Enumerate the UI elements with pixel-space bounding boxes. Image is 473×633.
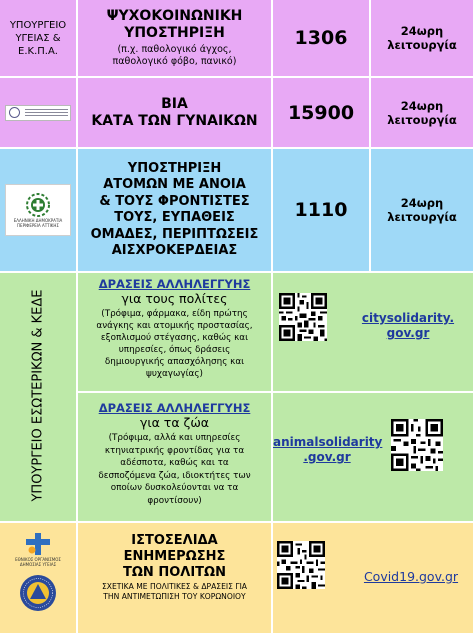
animals-desc-4: δεσποζόμενα ζώα, ιδιοκτήτες των xyxy=(98,470,251,481)
hotline-number-cell-3 xyxy=(273,149,369,271)
citizens-desc-3: εξοπλισμού στέγασης, καθώς και xyxy=(100,333,249,343)
qr-code-citysolidarity[interactable] xyxy=(279,293,327,341)
solidarity-animals-cell xyxy=(78,393,271,521)
animals-desc-1: (Τρόφιμα, αλλά και υπηρεσίες xyxy=(108,433,241,443)
hours-cell xyxy=(371,0,473,76)
dementia-title-5: ΟΜΑΔΕΣ, ΠΕΡΙΠΤΩΣΕΙΣ xyxy=(90,226,259,242)
ministry-interior-label: ΥΠΟΥΡΓΕΙΟ ΕΣΩΤΕΡΙΚΩΝ & ΚΕΔΕ xyxy=(30,289,46,502)
hotline-number-cell xyxy=(273,0,369,76)
hours-cell-2 xyxy=(371,78,473,147)
citysolidarity-link-1[interactable]: citysolidarity. xyxy=(361,311,455,325)
animalsolidarity-link-cell xyxy=(273,393,473,521)
hours-line-2: λειτουργία xyxy=(387,210,457,224)
violence-title-1: ΒΙΑ xyxy=(161,95,188,112)
logo-text-lines xyxy=(23,107,70,118)
hours-line-1: 24ωρη xyxy=(400,196,444,210)
eody-caption-2: ΔΗΜΟΣΙΑΣ ΥΓΕΙΑΣ xyxy=(19,562,57,567)
covid-link-cell xyxy=(273,523,473,633)
greek-emblem-icon xyxy=(25,192,51,218)
info-desc-2: ΤΗΝ ΑΝΤΙΜΕΤΩΠΙΣΗ ΤΟΥ ΚΟΡΩΝΟΙΟΥ xyxy=(103,592,246,601)
qr-code-covid19[interactable] xyxy=(277,541,325,589)
info-website-cell xyxy=(78,523,271,633)
ministry-line-2: ΥΓΕΙΑΣ & xyxy=(15,32,61,44)
psychosocial-subtitle-1: (π.χ. παθολογικό άγχος, xyxy=(117,44,232,55)
dementia-title-6: ΑΙΣΧΡΟΚΕΡΔΕΙΑΣ xyxy=(111,243,238,258)
hotline-number-1306: 1306 xyxy=(294,27,348,49)
animals-desc-5: οποίων δυσκολεύονται να τα xyxy=(110,483,239,493)
animals-desc-3: αδέσποτα, καθώς και τα xyxy=(120,458,229,468)
animalsolidarity-link-2[interactable]: .gov.gr xyxy=(303,450,351,464)
citysolidarity-link-cell xyxy=(273,273,473,391)
ministry-health-cell xyxy=(0,0,76,76)
attica-logo xyxy=(5,184,71,236)
ministry-interior-cell xyxy=(0,273,76,521)
citizens-desc-5: δημιουργικής απασχόλησης και xyxy=(104,357,245,367)
dementia-title-4: ΤΟΥΣ, ΕΥΠΑΘΕΙΣ xyxy=(114,210,235,225)
solidarity-citizens-title: ΔΡΑΣΕΙΣ ΑΛΛΗΛΕΓΓΥΗΣ xyxy=(98,277,251,291)
dementia-title-2: ΑΤΟΜΩΝ ΜΕ ΑΝΟΙΑ xyxy=(103,177,246,192)
psychosocial-title-2: ΥΠΟΣΤΗΡΙΞΗ xyxy=(124,25,225,41)
hours-cell-3 xyxy=(371,149,473,271)
info-title-2: ΕΝΗΜΕΡΩΣΗΣ xyxy=(123,549,226,564)
hotline-number-cell-2 xyxy=(273,78,369,147)
attica-caption-1: ΕΛΛΗΝΙΚΗ ΔΗΜΟΚΡΑΤΙΑ xyxy=(13,218,63,223)
attica-caption-2: ΠΕΡΙΦΕΡΕΙΑ ΑΤΤΙΚΗΣ xyxy=(17,223,59,228)
psychosocial-support-cell xyxy=(78,0,271,76)
dementia-title-1: ΥΠΟΣΤΗΡΙΞΗ xyxy=(127,160,222,176)
info-title-1: ΙΣΤΟΣΕΛΙΔΑ xyxy=(131,533,218,548)
gender-equality-logo-cell xyxy=(0,78,76,147)
ministry-line-1: ΥΠΟΥΡΓΕΙΟ xyxy=(9,19,67,31)
psychosocial-title-1: ΨΥΧΟΚΟΙΝΩΝΙΚΗ xyxy=(106,8,243,24)
violence-title-2: ΚΑΤΑ ΤΩΝ ΓΥΝΑΙΚΩΝ xyxy=(91,112,258,129)
eody-logo-cell xyxy=(0,523,76,633)
hours-line-1: 24ωρη xyxy=(400,24,444,38)
citizens-desc-6: ψυχαγωγίας) xyxy=(146,369,203,379)
solidarity-animals-title: ΔΡΑΣΕΙΣ ΑΛΛΗΛΕΓΓΥΗΣ xyxy=(98,401,251,415)
info-desc-1: ΣΧΕΤΙΚΑ ΜΕ ΠΟΛΙΤΙΚΕΣ & ΔΡΑΣΕΙΣ ΓΙΑ xyxy=(101,582,248,591)
civil-protection-seal-icon xyxy=(18,573,58,613)
psychosocial-subtitle-2: παθολογικό φόβο, πανικό) xyxy=(112,56,237,67)
eody-logo-icon xyxy=(23,531,53,557)
hours-line-2: λειτουργία xyxy=(387,38,457,52)
citysolidarity-link-2[interactable]: gov.gr xyxy=(386,326,430,340)
dementia-title-3: & ΤΟΥΣ ΦΡΟΝΤΙΣΤΕΣ xyxy=(99,193,250,209)
citizens-desc-2: ανάγκης και ατομικής προστασίας, xyxy=(96,321,253,331)
qr-code-animalsolidarity[interactable] xyxy=(391,419,443,471)
dementia-support-cell xyxy=(78,149,271,271)
gender-equality-logo xyxy=(5,105,71,121)
citizens-desc-4: υπηρεσίες, όπως δράσεις xyxy=(118,345,231,355)
citizens-desc-1: (Τρόφιμα, φάρμακα, είδη πρώτης xyxy=(101,309,248,319)
emblem-icon xyxy=(9,107,20,118)
hours-line-1: 24ωρη xyxy=(400,98,444,113)
covid19-link[interactable]: Covid19.gov.gr xyxy=(363,569,459,584)
animals-desc-6: φροντίσουν) xyxy=(147,495,202,506)
hotline-number-1110: 1110 xyxy=(294,199,348,221)
solidarity-animals-subtitle: για τα ζώα xyxy=(139,415,210,430)
animals-desc-2: κτηνιατρικής φροντίδας για τα xyxy=(104,445,245,456)
solidarity-citizens-cell xyxy=(78,273,271,391)
animalsolidarity-link-1[interactable]: animalsolidarity xyxy=(273,435,383,449)
attica-logo-cell xyxy=(0,149,76,271)
eody-caption-1: ΕΘΝΙΚΟΣ ΟΡΓΑΝΙΣΜΟΣ xyxy=(15,557,61,562)
ministry-line-3: Ε.Κ.Π.Α. xyxy=(18,45,58,57)
violence-women-cell xyxy=(78,78,271,147)
solidarity-citizens-subtitle: για τους πολίτες xyxy=(121,291,228,306)
info-title-3: ΤΩΝ ΠΟΛΙΤΩΝ xyxy=(123,565,226,580)
hotline-number-15900: 15900 xyxy=(287,101,355,124)
hours-line-2: λειτουργία xyxy=(387,112,457,127)
